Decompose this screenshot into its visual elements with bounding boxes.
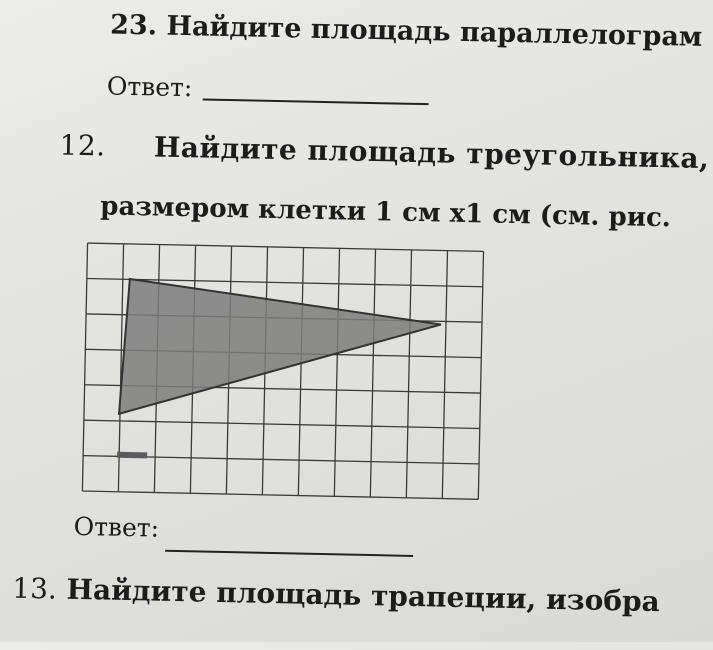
task-12-line bbox=[59, 128, 709, 175]
task-12-line-2: размером клетки 1 см х1 см (см. рис. bbox=[100, 191, 672, 234]
grid-horizontal-line bbox=[88, 243, 484, 251]
small-mark bbox=[117, 452, 147, 459]
answer-field-1[interactable] bbox=[203, 98, 429, 105]
grid-vertical-line bbox=[442, 251, 447, 499]
grid-vertical-line bbox=[478, 251, 483, 499]
grid-vertical-line bbox=[406, 250, 411, 498]
task-23-text: Найдите площадь параллелограм bbox=[166, 10, 703, 53]
grid-vertical-line bbox=[298, 248, 303, 496]
answer-label-1: Ответ: bbox=[106, 71, 193, 103]
grid-horizontal-line bbox=[82, 491, 478, 499]
task-23-number: 23. bbox=[109, 9, 158, 42]
answer-field-2[interactable] bbox=[165, 550, 413, 557]
answer-label-2: Ответ: bbox=[73, 511, 160, 543]
grid-figure bbox=[80, 241, 485, 501]
triangle-shape bbox=[119, 279, 442, 421]
grid-horizontal-line bbox=[84, 420, 480, 428]
task-12-number: 12. bbox=[59, 128, 106, 163]
grid-vertical-line bbox=[334, 248, 339, 496]
task-12-text: Найдите площадь треугольника, bbox=[153, 130, 710, 176]
grid-vertical-line bbox=[82, 243, 87, 491]
grid-vertical-line bbox=[370, 249, 375, 497]
task-23-line bbox=[110, 10, 703, 53]
grid-drawing bbox=[80, 241, 485, 501]
task-13-number: 13. bbox=[11, 571, 58, 606]
task-13-line bbox=[12, 572, 660, 619]
task-13-text: Найдите площадь трапеции, изобра bbox=[66, 572, 661, 619]
